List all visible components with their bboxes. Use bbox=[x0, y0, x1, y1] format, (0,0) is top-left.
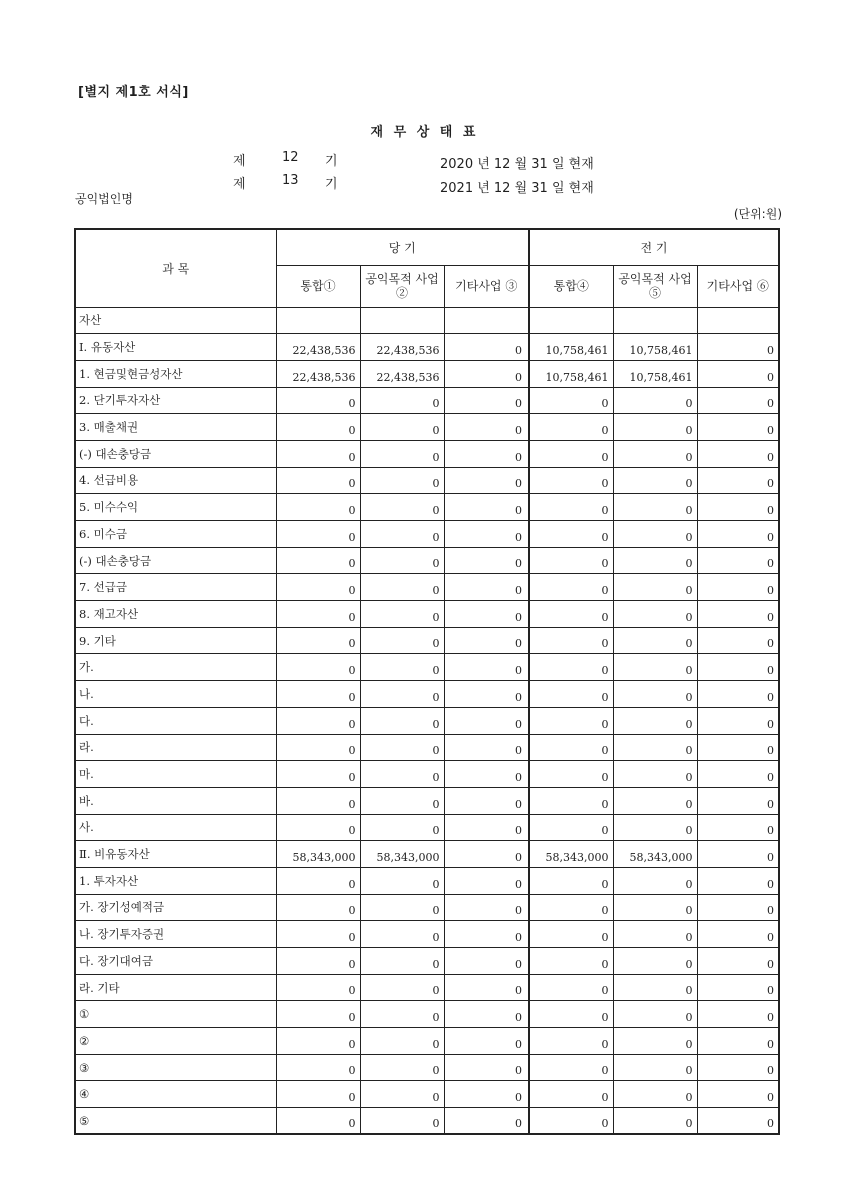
value-cell: 0 bbox=[444, 387, 529, 414]
value-cell: 0 bbox=[276, 440, 360, 467]
value-cell: 0 bbox=[697, 787, 779, 814]
value-cell: 0 bbox=[529, 547, 613, 574]
column-header-4: 통합④ bbox=[529, 265, 613, 307]
value-cell: 0 bbox=[360, 547, 444, 574]
value-cell: 0 bbox=[276, 1028, 360, 1055]
value-cell: 0 bbox=[613, 1001, 697, 1028]
value-cell: 0 bbox=[529, 654, 613, 681]
table-row bbox=[75, 681, 779, 708]
table-row bbox=[75, 1081, 779, 1108]
table-row bbox=[75, 387, 779, 414]
value-cell bbox=[613, 307, 697, 334]
value-cell: 0 bbox=[444, 948, 529, 975]
value-cell: 0 bbox=[613, 761, 697, 788]
table-row bbox=[75, 841, 779, 868]
value-cell: 0 bbox=[276, 467, 360, 494]
value-cell: 10,758,461 bbox=[613, 334, 697, 361]
table-row bbox=[75, 1028, 779, 1055]
table-row bbox=[75, 948, 779, 975]
subject-header: 과 목 bbox=[75, 229, 276, 307]
row-label: 1. 투자자산 bbox=[75, 867, 276, 894]
row-label: ① bbox=[75, 1001, 276, 1028]
value-cell: 0 bbox=[444, 440, 529, 467]
value-cell: 0 bbox=[697, 521, 779, 548]
value-cell: 0 bbox=[444, 467, 529, 494]
value-cell: 0 bbox=[444, 547, 529, 574]
value-cell: 0 bbox=[276, 387, 360, 414]
row-label: 라. bbox=[75, 734, 276, 761]
value-cell: 0 bbox=[360, 574, 444, 601]
value-cell: 0 bbox=[613, 814, 697, 841]
value-cell: 0 bbox=[697, 867, 779, 894]
value-cell: 0 bbox=[276, 521, 360, 548]
row-label: 나. bbox=[75, 681, 276, 708]
table-row bbox=[75, 1001, 779, 1028]
row-label: 가. 장기성예적금 bbox=[75, 894, 276, 921]
value-cell: 0 bbox=[529, 867, 613, 894]
value-cell: 0 bbox=[276, 1001, 360, 1028]
value-cell: 0 bbox=[613, 547, 697, 574]
value-cell: 0 bbox=[276, 414, 360, 441]
value-cell: 0 bbox=[444, 1001, 529, 1028]
table-row bbox=[75, 307, 779, 334]
value-cell bbox=[529, 307, 613, 334]
period-date-1: 2020 년 12 월 31 일 현재 bbox=[440, 157, 594, 172]
column-header-3: 기타사업 ③ bbox=[444, 265, 529, 307]
value-cell: 58,343,000 bbox=[529, 841, 613, 868]
current-period-header: 당 기 bbox=[276, 229, 529, 265]
period-number-1: 12 bbox=[282, 150, 299, 165]
value-cell: 0 bbox=[444, 867, 529, 894]
value-cell: 0 bbox=[360, 627, 444, 654]
value-cell: 0 bbox=[697, 948, 779, 975]
value-cell: 0 bbox=[529, 707, 613, 734]
row-label: 마. bbox=[75, 761, 276, 788]
value-cell: 0 bbox=[529, 574, 613, 601]
value-cell: 0 bbox=[360, 814, 444, 841]
value-cell: 0 bbox=[697, 467, 779, 494]
value-cell: 0 bbox=[613, 574, 697, 601]
value-cell: 0 bbox=[613, 707, 697, 734]
value-cell: 0 bbox=[529, 1054, 613, 1081]
value-cell: 0 bbox=[444, 574, 529, 601]
table-row bbox=[75, 440, 779, 467]
value-cell: 0 bbox=[697, 734, 779, 761]
value-cell: 0 bbox=[697, 894, 779, 921]
value-cell: 0 bbox=[360, 921, 444, 948]
table-row bbox=[75, 894, 779, 921]
value-cell: 0 bbox=[360, 414, 444, 441]
value-cell: 0 bbox=[529, 681, 613, 708]
value-cell: 0 bbox=[613, 627, 697, 654]
value-cell: 0 bbox=[360, 1081, 444, 1108]
row-label: 다. 장기대여금 bbox=[75, 948, 276, 975]
row-label: Ⅱ. 비유동자산 bbox=[75, 841, 276, 868]
value-cell: 0 bbox=[613, 681, 697, 708]
table-row bbox=[75, 974, 779, 1001]
value-cell: 0 bbox=[613, 440, 697, 467]
value-cell: 0 bbox=[276, 707, 360, 734]
value-cell: 0 bbox=[529, 521, 613, 548]
value-cell: 0 bbox=[613, 974, 697, 1001]
value-cell: 0 bbox=[697, 1108, 779, 1135]
value-cell: 0 bbox=[360, 1108, 444, 1135]
value-cell: 0 bbox=[360, 974, 444, 1001]
value-cell: 0 bbox=[529, 734, 613, 761]
period-date-2: 2021 년 12 월 31 일 현재 bbox=[440, 181, 594, 196]
table-row bbox=[75, 360, 779, 387]
value-cell: 0 bbox=[697, 681, 779, 708]
column-header-5: 공익목적 사업⑤ bbox=[613, 265, 697, 307]
period-prefix-2: 제 bbox=[233, 177, 246, 192]
value-cell: 0 bbox=[360, 387, 444, 414]
value-cell: 0 bbox=[276, 1054, 360, 1081]
value-cell: 0 bbox=[444, 814, 529, 841]
value-cell: 0 bbox=[360, 894, 444, 921]
table-row bbox=[75, 867, 779, 894]
value-cell: 0 bbox=[360, 1028, 444, 1055]
row-label: ② bbox=[75, 1028, 276, 1055]
value-cell bbox=[276, 307, 360, 334]
value-cell: 0 bbox=[444, 681, 529, 708]
value-cell: 0 bbox=[360, 1001, 444, 1028]
value-cell: 0 bbox=[529, 761, 613, 788]
value-cell: 0 bbox=[360, 1054, 444, 1081]
value-cell: 0 bbox=[360, 734, 444, 761]
value-cell: 0 bbox=[360, 787, 444, 814]
table-row bbox=[75, 761, 779, 788]
row-label: 6. 미수금 bbox=[75, 521, 276, 548]
value-cell: 0 bbox=[529, 387, 613, 414]
value-cell: 10,758,461 bbox=[613, 360, 697, 387]
value-cell: 0 bbox=[697, 627, 779, 654]
value-cell: 0 bbox=[444, 414, 529, 441]
row-label: 가. bbox=[75, 654, 276, 681]
value-cell: 0 bbox=[444, 521, 529, 548]
balance-sheet-table bbox=[74, 228, 780, 1135]
value-cell: 0 bbox=[697, 654, 779, 681]
value-cell: 0 bbox=[444, 627, 529, 654]
org-name-label: 공익법인명 bbox=[75, 192, 133, 206]
value-cell: 22,438,536 bbox=[276, 360, 360, 387]
value-cell: 0 bbox=[360, 467, 444, 494]
value-cell: 0 bbox=[444, 601, 529, 628]
value-cell: 0 bbox=[360, 761, 444, 788]
value-cell: 0 bbox=[613, 787, 697, 814]
value-cell: 0 bbox=[276, 494, 360, 521]
value-cell: 0 bbox=[444, 894, 529, 921]
value-cell: 0 bbox=[613, 1054, 697, 1081]
value-cell: 22,438,536 bbox=[360, 360, 444, 387]
value-cell: 0 bbox=[697, 1001, 779, 1028]
value-cell: 0 bbox=[276, 654, 360, 681]
form-label: [별지 제1호 서식] bbox=[78, 85, 189, 100]
row-label: (-) 대손충당금 bbox=[75, 547, 276, 574]
row-label: 2. 단기투자자산 bbox=[75, 387, 276, 414]
value-cell: 0 bbox=[697, 1054, 779, 1081]
period-suffix-2: 기 bbox=[325, 177, 338, 192]
row-label: 바. bbox=[75, 787, 276, 814]
table-row bbox=[75, 627, 779, 654]
value-cell: 0 bbox=[529, 894, 613, 921]
row-label: Ⅰ. 유동자산 bbox=[75, 334, 276, 361]
value-cell: 0 bbox=[529, 1001, 613, 1028]
value-cell: 0 bbox=[613, 948, 697, 975]
value-cell: 0 bbox=[613, 1108, 697, 1135]
value-cell: 0 bbox=[697, 707, 779, 734]
value-cell: 0 bbox=[613, 734, 697, 761]
previous-period-header: 전 기 bbox=[529, 229, 779, 265]
value-cell: 0 bbox=[613, 867, 697, 894]
value-cell: 0 bbox=[360, 867, 444, 894]
value-cell: 0 bbox=[360, 521, 444, 548]
value-cell: 0 bbox=[529, 494, 613, 521]
column-header-1: 통합① bbox=[276, 265, 360, 307]
value-cell: 0 bbox=[444, 1054, 529, 1081]
value-cell: 0 bbox=[276, 627, 360, 654]
unit-label: (단위:원) bbox=[733, 207, 782, 221]
table-row bbox=[75, 414, 779, 441]
value-cell: 0 bbox=[444, 841, 529, 868]
row-label: 나. 장기투자증권 bbox=[75, 921, 276, 948]
value-cell: 0 bbox=[529, 921, 613, 948]
value-cell bbox=[697, 307, 779, 334]
table-row bbox=[75, 521, 779, 548]
value-cell: 0 bbox=[697, 1081, 779, 1108]
value-cell: 0 bbox=[529, 814, 613, 841]
value-cell: 0 bbox=[276, 574, 360, 601]
value-cell: 58,343,000 bbox=[360, 841, 444, 868]
value-cell: 0 bbox=[529, 948, 613, 975]
value-cell: 0 bbox=[276, 734, 360, 761]
value-cell: 0 bbox=[529, 601, 613, 628]
value-cell: 0 bbox=[697, 334, 779, 361]
value-cell: 0 bbox=[276, 1108, 360, 1135]
value-cell: 0 bbox=[276, 948, 360, 975]
document-title: 재 무 상 태 표 bbox=[370, 125, 479, 140]
table-row bbox=[75, 467, 779, 494]
table-row bbox=[75, 814, 779, 841]
table-row bbox=[75, 707, 779, 734]
column-header-2: 공익목적 사업② bbox=[360, 265, 444, 307]
value-cell: 0 bbox=[360, 654, 444, 681]
value-cell: 0 bbox=[697, 360, 779, 387]
value-cell: 0 bbox=[444, 1081, 529, 1108]
value-cell: 0 bbox=[276, 974, 360, 1001]
value-cell: 0 bbox=[529, 1081, 613, 1108]
row-label: 다. bbox=[75, 707, 276, 734]
table-row bbox=[75, 334, 779, 361]
value-cell: 0 bbox=[697, 841, 779, 868]
value-cell: 0 bbox=[613, 601, 697, 628]
value-cell: 0 bbox=[444, 654, 529, 681]
value-cell: 0 bbox=[529, 787, 613, 814]
value-cell: 0 bbox=[276, 761, 360, 788]
value-cell: 0 bbox=[529, 1108, 613, 1135]
value-cell: 0 bbox=[613, 494, 697, 521]
table-row bbox=[75, 921, 779, 948]
value-cell: 0 bbox=[697, 761, 779, 788]
value-cell: 0 bbox=[360, 681, 444, 708]
value-cell: 0 bbox=[360, 707, 444, 734]
value-cell: 0 bbox=[697, 414, 779, 441]
value-cell: 10,758,461 bbox=[529, 360, 613, 387]
value-cell: 0 bbox=[613, 654, 697, 681]
row-label: 자산 bbox=[75, 307, 276, 334]
table-row bbox=[75, 734, 779, 761]
value-cell: 0 bbox=[276, 547, 360, 574]
value-cell: 0 bbox=[360, 601, 444, 628]
value-cell: 22,438,536 bbox=[276, 334, 360, 361]
value-cell: 0 bbox=[529, 414, 613, 441]
value-cell: 0 bbox=[697, 601, 779, 628]
value-cell: 0 bbox=[276, 681, 360, 708]
table-row bbox=[75, 787, 779, 814]
value-cell: 0 bbox=[276, 921, 360, 948]
row-label: ③ bbox=[75, 1054, 276, 1081]
value-cell: 0 bbox=[360, 440, 444, 467]
value-cell: 0 bbox=[529, 1028, 613, 1055]
value-cell: 0 bbox=[529, 467, 613, 494]
row-label: ④ bbox=[75, 1081, 276, 1108]
value-cell: 0 bbox=[444, 734, 529, 761]
table-row bbox=[75, 574, 779, 601]
value-cell: 0 bbox=[697, 547, 779, 574]
row-label: 8. 재고자산 bbox=[75, 601, 276, 628]
value-cell: 0 bbox=[276, 1081, 360, 1108]
value-cell: 10,758,461 bbox=[529, 334, 613, 361]
value-cell: 0 bbox=[613, 921, 697, 948]
table-row bbox=[75, 654, 779, 681]
row-label: 7. 선급금 bbox=[75, 574, 276, 601]
value-cell: 0 bbox=[697, 974, 779, 1001]
value-cell: 0 bbox=[276, 814, 360, 841]
row-label: 1. 현금및현금성자산 bbox=[75, 360, 276, 387]
row-label: ⑤ bbox=[75, 1108, 276, 1135]
row-label: 9. 기타 bbox=[75, 627, 276, 654]
row-label: 라. 기타 bbox=[75, 974, 276, 1001]
value-cell: 0 bbox=[444, 334, 529, 361]
value-cell: 0 bbox=[276, 867, 360, 894]
row-label: 사. bbox=[75, 814, 276, 841]
value-cell: 0 bbox=[697, 814, 779, 841]
table-row bbox=[75, 547, 779, 574]
value-cell: 0 bbox=[444, 1108, 529, 1135]
value-cell: 0 bbox=[697, 440, 779, 467]
value-cell: 0 bbox=[613, 387, 697, 414]
row-label: 3. 매출채권 bbox=[75, 414, 276, 441]
value-cell: 0 bbox=[444, 921, 529, 948]
period-number-2: 13 bbox=[282, 173, 299, 188]
value-cell: 0 bbox=[276, 894, 360, 921]
value-cell: 0 bbox=[613, 467, 697, 494]
value-cell: 0 bbox=[697, 921, 779, 948]
value-cell: 0 bbox=[276, 787, 360, 814]
row-label: 4. 선급비용 bbox=[75, 467, 276, 494]
period-prefix-1: 제 bbox=[233, 154, 246, 169]
value-cell: 0 bbox=[697, 574, 779, 601]
row-label: 5. 미수수익 bbox=[75, 494, 276, 521]
value-cell: 0 bbox=[529, 627, 613, 654]
value-cell: 22,438,536 bbox=[360, 334, 444, 361]
value-cell: 0 bbox=[529, 974, 613, 1001]
table-row bbox=[75, 1054, 779, 1081]
value-cell: 0 bbox=[697, 1028, 779, 1055]
value-cell: 0 bbox=[613, 1081, 697, 1108]
value-cell: 0 bbox=[444, 787, 529, 814]
column-header-6: 기타사업 ⑥ bbox=[697, 265, 779, 307]
value-cell: 0 bbox=[613, 414, 697, 441]
value-cell: 0 bbox=[444, 974, 529, 1001]
value-cell: 0 bbox=[697, 387, 779, 414]
value-cell: 0 bbox=[276, 601, 360, 628]
value-cell: 0 bbox=[444, 360, 529, 387]
table-row bbox=[75, 494, 779, 521]
value-cell: 0 bbox=[444, 1028, 529, 1055]
value-cell: 0 bbox=[444, 494, 529, 521]
table-row bbox=[75, 601, 779, 628]
value-cell: 0 bbox=[529, 440, 613, 467]
value-cell: 0 bbox=[444, 707, 529, 734]
value-cell: 0 bbox=[613, 521, 697, 548]
value-cell: 0 bbox=[613, 894, 697, 921]
row-label: (-) 대손충당금 bbox=[75, 440, 276, 467]
value-cell: 0 bbox=[613, 1028, 697, 1055]
period-suffix-1: 기 bbox=[325, 154, 338, 169]
table-row bbox=[75, 1108, 779, 1135]
value-cell bbox=[360, 307, 444, 334]
value-cell: 0 bbox=[697, 494, 779, 521]
value-cell: 0 bbox=[360, 948, 444, 975]
value-cell: 58,343,000 bbox=[613, 841, 697, 868]
value-cell: 0 bbox=[444, 761, 529, 788]
value-cell: 58,343,000 bbox=[276, 841, 360, 868]
value-cell bbox=[444, 307, 529, 334]
value-cell: 0 bbox=[360, 494, 444, 521]
